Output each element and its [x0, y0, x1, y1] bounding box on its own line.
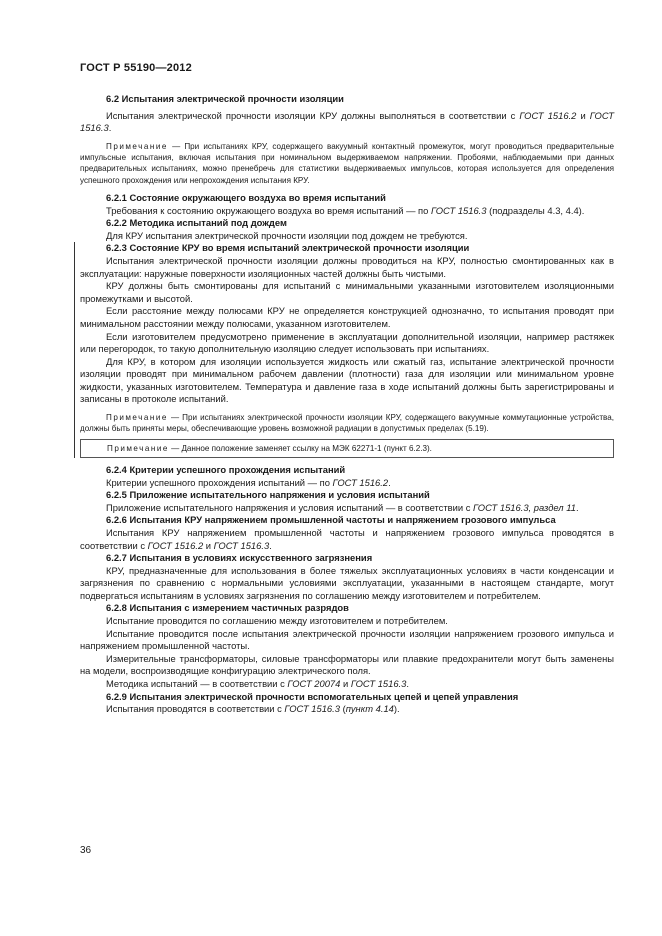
section-6-2-8-paragraph-2: Испытание проводится после испытания электрической прочности изоляции напряжением грозового импульса и напряжением промышленной частоты. [80, 627, 614, 652]
section-6-2-7-paragraph: КРУ, предназначенные для использования в более тяжелых эксплуатационных условиях в части конденсации и загрязнения по сравнению с нормальными условиями эксплуатации, указанными в настоящем стандарте, могут подвергаться испытаниям в условиях загрязнения по соглашению между изготовителем и потребителем. [80, 564, 614, 601]
section-6-2-8-paragraph-4: Методика испытаний — в соответствии с ГОСТ 20074 и ГОСТ 1516.3. [106, 678, 409, 690]
section-6-2-3-paragraph-3: Если расстояние между полюсами КРУ не определяется конструкцией однозначно, то испытания проводят при минимальном расстоянии между полюсами, указанном изготовителем. [80, 305, 614, 329]
standard-header: ГОСТ Р 55190—2012 [80, 62, 192, 74]
section-6-2-3-paragraph-5: Для КРУ, в котором для изоляции используется жидкость или сжатый газ, испытание электрической прочности изоляции проводят при минимальном рабочем давлении (плотности) газа для изоляции или минимальном уровне жидкости, указанных изготовителем. Температура и давление газа в ходе испытаний должны быть зарегистрированы и записаны в протоколе испытаний. [80, 355, 614, 405]
section-6-2-note: Примечание — При испытаниях КРУ, содержащего вакуумный контактный промежуток, могут проводиться предварительные импульсные испытания, включая испытания при номинальном выдерживаемом напряжении. Пробоями, наблюдаемыми при данных предварительных испытаниях, можно пренебречь для статистики выдерживаемых импульсов, которая используется для определения успешного прохождения или непрохождения испытания КРУ. [80, 141, 614, 185]
section-6-2-4-paragraph: Критерии успешного прохождения испытаний — по ГОСТ 1516.2. [106, 476, 391, 488]
section-6-2-8-paragraph-3: Измерительные трансформаторы, силовые трансформаторы или плавкие предохранители могут быть заменены на модели, воспроизводящие конфигурацию электрического поля. [80, 652, 614, 677]
section-6-2-1-title: 6.2.1 Состояние окружающего воздуха во время испытаний [106, 191, 386, 203]
page-number: 36 [80, 845, 92, 856]
section-6-2-3-paragraph-2: КРУ должны быть смонтированы для испытаний с минимальными указанными изготовителем изоляционными промежутками и высотой. [80, 280, 614, 304]
section-6-2-2-title: 6.2.2 Методика испытаний под дождем [106, 217, 287, 229]
section-6-2-7-title: 6.2.7 Испытания в условиях искусственного загрязнения [106, 552, 373, 564]
section-6-2-3-paragraph-4: Если изготовителем предусмотрено применение в эксплуатации дополнительной изоляции, например растяжек или перегородок, то такую дополнительную изоляцию следует использовать при испытаниях. [80, 330, 614, 355]
section-6-2-3-block [80, 242, 614, 458]
section-6-2-8-title: 6.2.8 Испытания с измерением частичных разрядов [106, 602, 349, 614]
section-6-2-4-title: 6.2.4 Критерии успешного прохождения испытаний [106, 463, 346, 475]
section-6-2-paragraph: Испытания электрической прочности изоляции КРУ должны выполняться в соответствии с ГОСТ 1516.2 и ГОСТ 1516.3. [80, 109, 614, 134]
section-6-2-2-paragraph: Для КРУ испытания электрической прочности изоляции под дождем не требуются. [106, 229, 468, 241]
section-6-2-title: 6.2 Испытания электрической прочности изоляции [106, 93, 344, 104]
section-6-2-6-title: 6.2.6 Испытания КРУ напряжением промышленной частоты и напряжением грозового импульса [106, 514, 556, 526]
section-6-2-9-paragraph: Испытания проводятся в соответствии с ГОСТ 1516.3 (пункт 4.14). [106, 703, 400, 715]
document-body [80, 93, 614, 716]
section-6-2-8-paragraph-1: Испытание проводится по соглашению между изготовителем и потребителем. [106, 615, 448, 627]
replacement-note-box: Примечание — Данное положение заменяет ссылку на МЭК 62271-1 (пункт 6.2.3). [80, 439, 614, 458]
section-6-2-1-paragraph: Требования к состоянию окружающего воздуха во время испытаний — по ГОСТ 1516.3 (подразделы 4.3, 4.4). [106, 204, 585, 216]
section-6-2-9-title: 6.2.9 Испытания электрической прочности вспомогательных цепей и цепей управления [106, 690, 519, 702]
section-6-2-5-paragraph: Приложение испытательного напряжения и условия испытаний — в соответствии с ГОСТ 1516.3, раздел 11. [106, 501, 579, 513]
section-6-2-3-paragraph-1: Испытания электрической прочности изоляции должны проводиться на КРУ, полностью смонтированных как в эксплуатации: наружные поверхности изоляционных частей должны быть чистыми. [80, 254, 614, 279]
change-bar [74, 242, 75, 458]
section-6-2-3-note: Примечание — При испытаниях электрической прочности изоляции КРУ, содержащего вакуумные коммутационные устройства, должны быть приняты меры, обеспечивающие уровень возможной радиации в допустимых пределах (5.19). [80, 413, 614, 434]
section-6-2-6-paragraph: Испытания КРУ напряжением промышленной частоты и напряжением грозового импульса проводятся в соответствии с ГОСТ 1516.2 и ГОСТ 1516.3. [80, 526, 614, 551]
section-6-2-3-title: 6.2.3 Состояние КРУ во время испытаний электрической прочности изоляции [106, 242, 470, 254]
section-6-2-5-title: 6.2.5 Приложение испытательного напряжения и условия испытаний [106, 489, 430, 501]
